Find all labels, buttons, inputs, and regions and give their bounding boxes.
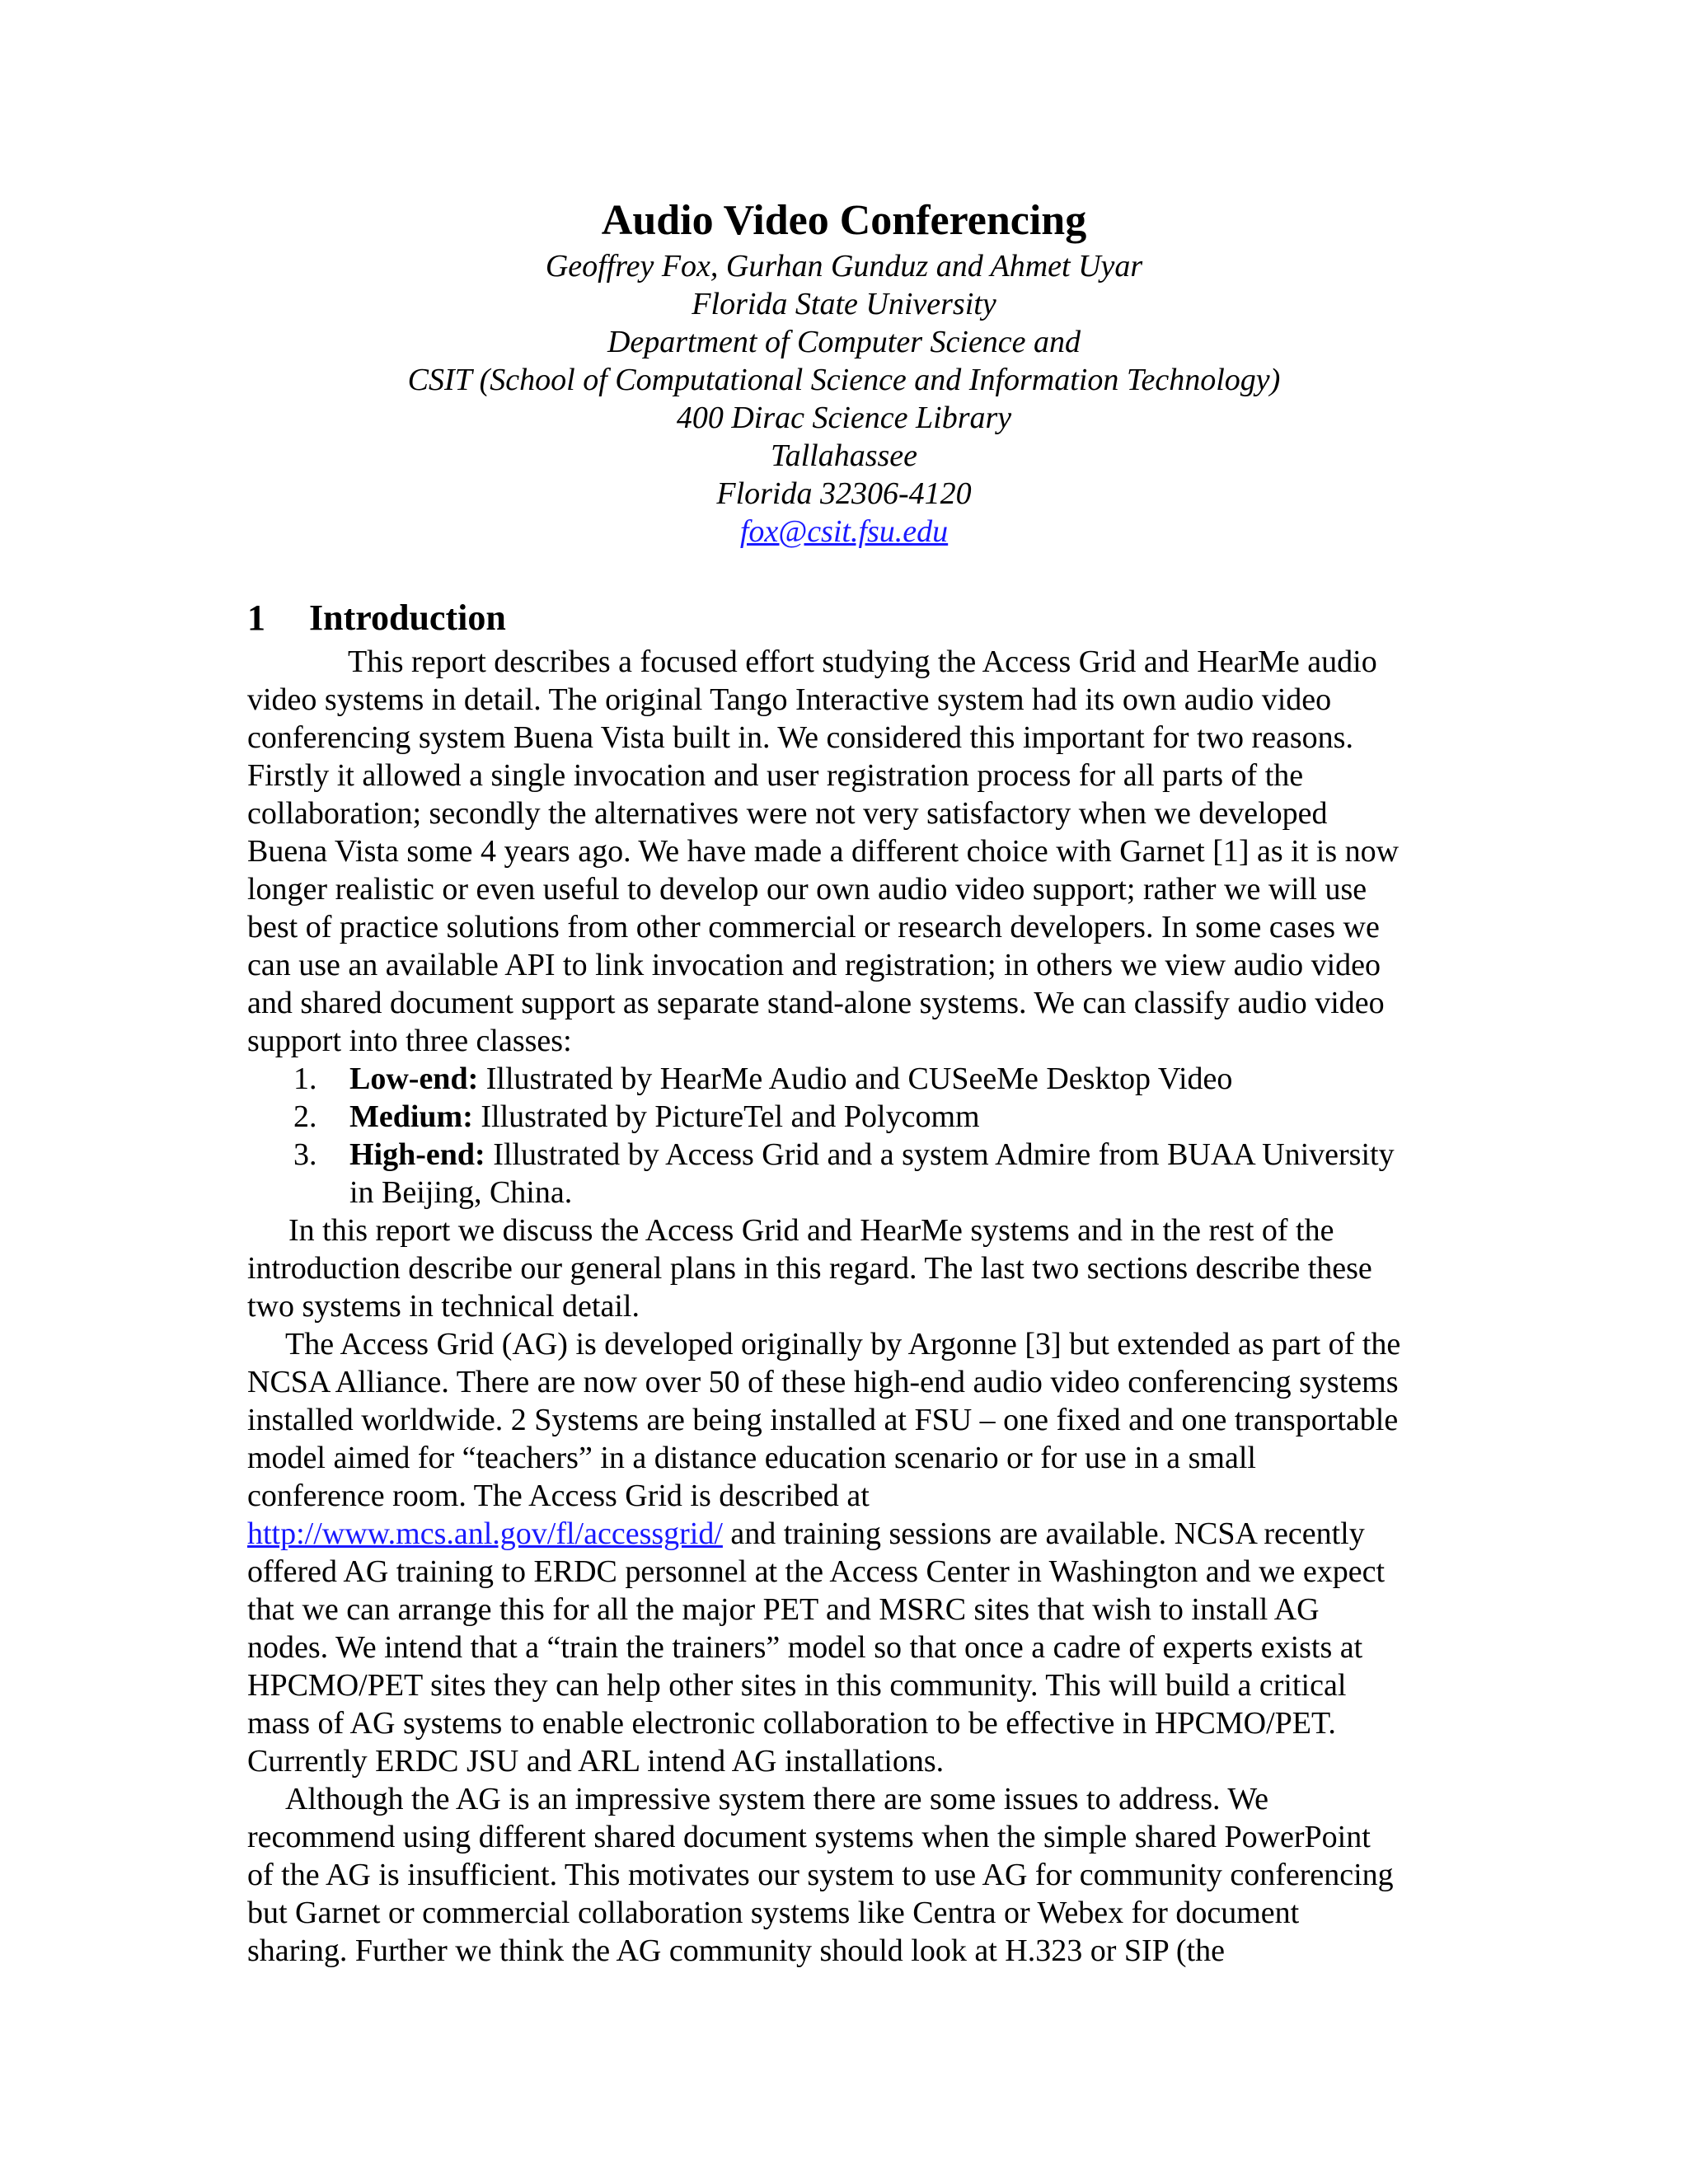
paper-header: [0, 194, 1688, 551]
section-heading: [247, 595, 506, 641]
section-title: Introduction: [309, 598, 506, 638]
affiliation-school: CSIT (School of Computational Science and Information Technology): [407, 363, 1281, 397]
paragraph-text: The Access Grid (AG) is developed originally by Argonne [3] but extended as part of the NCSA Alliance. There are now over 50 of these high-end audio video conferencing systems installed worldwide. 2 Systems are being installed at FSU – one fixed and one transportable model aimed for “teachers” in a distance education scenario or for use in a small conference room. The Access Grid is described at: [247, 1327, 1401, 1513]
list-item: [247, 1136, 1401, 1212]
paragraph: In this report we discuss the Access Grid and HearMe systems and in the rest of the introduction describe our general plans in this regard. The last two sections describe these two systems in technical detail.: [247, 1213, 1372, 1324]
class-list: [247, 1060, 1401, 1212]
list-item-text: Illustrated by Access Grid and a system Admire from BUAA University in Beijing, China.: [349, 1137, 1395, 1210]
paragraph: This report describes a focused effort studying the Access Grid and HearMe audio video systems in detail. The original Tango Interactive system had its own audio video conferencing system Buena Vista built in. We considered this important for two reasons. Firstly it allowed a single invocation and user registration process for all parts of the collaboration; secondly the alternatives were not very satisfactory when we developed Buena Vista some 4 years ago. We have made a different choice with Garnet [1] as it is now longer realistic or even useful to develop our own audio video support; rather we will use best of practice solutions from other commercial or research developers. In some cases we can use an available API to link invocation and registration; in others we view audio video and shared document support as separate stand-alone systems. We can classify audio video support into three classes:: [247, 644, 1400, 1058]
paper-title: Audio Video Conferencing: [601, 197, 1087, 244]
list-item-label: High-end:: [349, 1137, 485, 1172]
list-item-number: 3.: [293, 1137, 317, 1172]
email-link[interactable]: fox@csit.fsu.edu: [739, 514, 949, 549]
list-item-label: Low-end:: [349, 1062, 479, 1096]
paragraph: [247, 1325, 1401, 1780]
accessgrid-url-link[interactable]: http://www.mcs.anl.gov/fl/accessgrid/: [247, 1516, 723, 1551]
section-body: [247, 643, 1401, 1970]
author-list: Geoffrey Fox, Gurhan Gunduz and Ahmet Uyar: [545, 249, 1143, 284]
address-city: Tallahassee: [770, 438, 918, 473]
affiliation-department: Department of Computer Science and: [607, 325, 1081, 359]
address-state-zip: Florida 32306-4120: [716, 476, 972, 511]
list-item-label: Medium:: [349, 1099, 473, 1134]
affiliation-university: Florida State University: [692, 287, 996, 321]
list-item-number: 2.: [293, 1099, 317, 1134]
paragraph-text: and training sessions are available. NCSA recently offered AG training to ERDC personnel at the Access Center in Washington and we expect that we can arrange this for all the major PET and MSRC sites that wish to install AG nodes. We intend that a “train the trainers” model so that once a cadre of experts exists at HPCMO/PET sites they can help other sites in this community. This will build a critical mass of AG systems to enable electronic collaboration to be effective in HPCMO/PET. Currently ERDC JSU and ARL intend AG installations.: [247, 1516, 1386, 1779]
address-line: 400 Dirac Science Library: [676, 401, 1012, 435]
list-item: [247, 1060, 1401, 1098]
list-item: [247, 1098, 1401, 1136]
list-item-text: Illustrated by PictureTel and Polycomm: [472, 1099, 980, 1134]
list-item-number: 1.: [293, 1062, 317, 1096]
list-item-text: Illustrated by HearMe Audio and CUSeeMe Desktop Video: [478, 1062, 1233, 1096]
section-number: 1: [247, 598, 265, 638]
paragraph: Although the AG is an impressive system there are some issues to address. We recommend using different shared document systems when the simple shared PowerPoint of the AG is insufficient. This motivates our system to use AG for community conferencing but Garnet or commercial collaboration systems like Centra or Webex for document sharing. Further we think the AG community should look at H.323 or SIP (the: [247, 1782, 1394, 1968]
